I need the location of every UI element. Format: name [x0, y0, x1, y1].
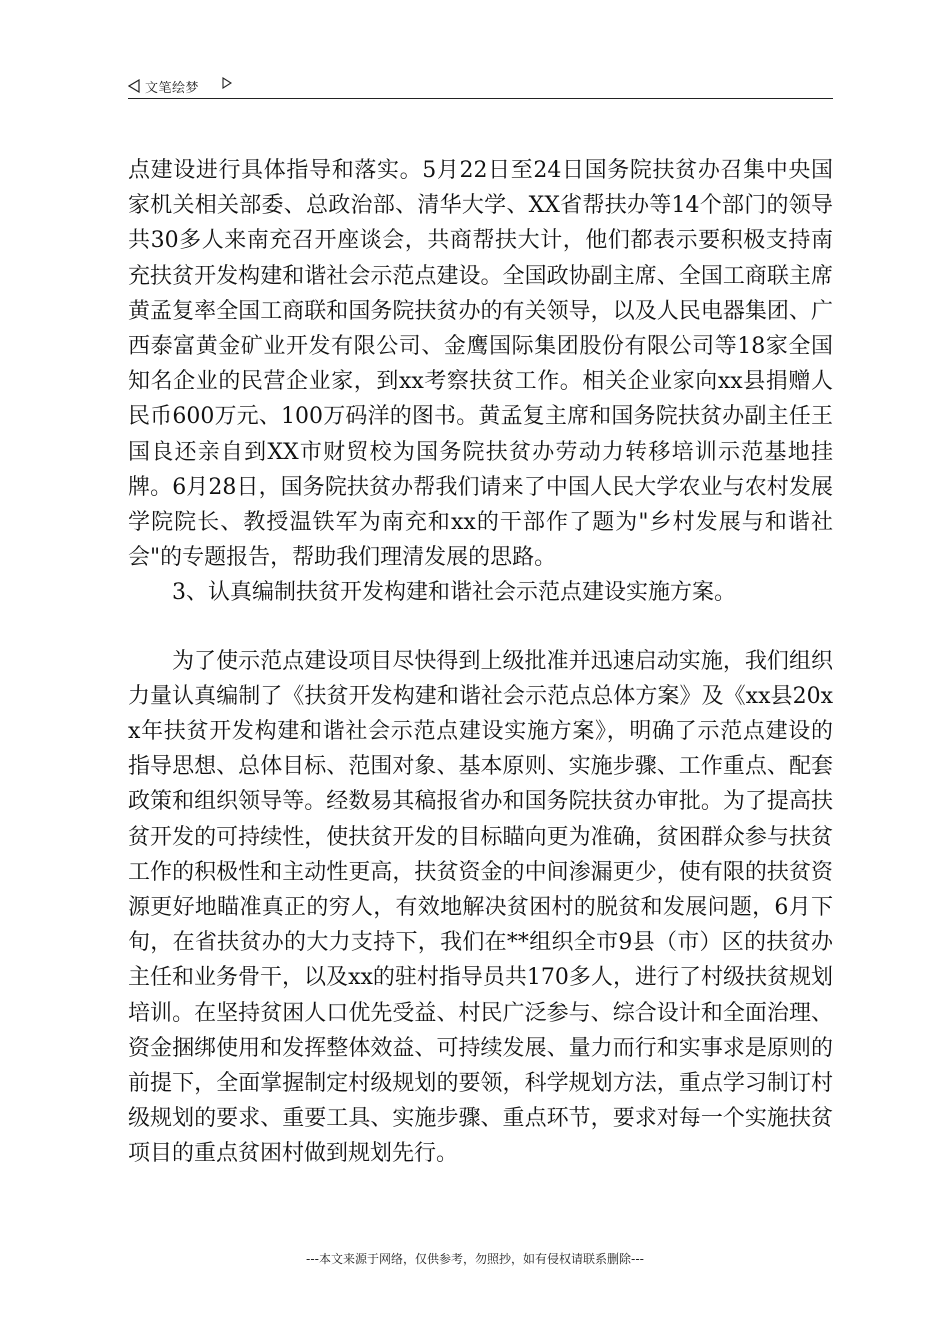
section-heading: 3、认真编制扶贫开发构建和谐社会示范点建设实施方案。 [172, 580, 736, 606]
triangle-left-outline-icon [128, 79, 140, 93]
footer-notice: ---本文来源于网络，仅供参考，勿照抄，如有侵权请联系删除--- [306, 1252, 644, 1266]
document-body [128, 153, 833, 1172]
body-paragraph-1: 点建设进行具体指导和落实。5月22日至24日国务院扶贫办召集中央国家机关相关部委、总政治部、清华大学、XX省帮扶办等14个部门的领导共30多人来南充召开座谈会，共商帮扶大计，他们都表示要积极支持南充扶贫开发构建和谐社会示范点建设。全国政协副主席、全国工商联主席黄孟复率全国工商联和国务院扶贫办的有关领导，以及人民电器集团、广西泰富黄金矿业开发有限公司、金鹰国际集团股份有限公司等18家全国知名企业的民营企业家，到xx考察扶贫工作。相关企业家向xx县捐赠人民币600万元、100万码洋的图书。黄孟复主席和国务院扶贫办副主任王国良还亲自到XX市财贸校为国务院扶贫办劳动力转移培训示范基地挂牌。6月28日，国务院扶贫办帮我们请来了中国人民大学农业与农村发展学院院长、教授温铁军为南充和xx的干部作了题为"乡村发展与和谐社会"的专题报告，帮助我们理清发展的思路。 [128, 158, 833, 571]
header-brand: 文笔绘梦 [145, 81, 200, 96]
page-header [128, 76, 833, 99]
body-paragraph-2: 为了使示范点建设项目尽快得到上级批准并迅速启动实施，我们组织力量认真编制了《扶贫开发构建和谐社会示范点总体方案》及《xx县20xx年扶贫开发构建和谐社会示范点建设实施方案》，明确了示范点建设的指导思想、总体目标、范围对象、基本原则、实施步骤、工作重点、配套政策和组织领导等。经数易其稿报省办和国务院扶贫办审批。为了提高扶贫开发的可持续性，使扶贫开发的目标瞄向更为准确，贫困群众参与扶贫工作的积极性和主动性更高，扶贫资金的中间渗漏更少，使有限的扶贫资源更好地瞄准真正的穷人，有效地解决贫困村的脱贫和发展问题，6月下旬，在省扶贫办的大力支持下，我们在**组织全市9县（市）区的扶贫办主任和业务骨干，以及xx的驻村指导员共170多人，进行了村级扶贫规划培训。在坚持贫困人口优先受益、村民广泛参与、综合设计和全面治理、资金捆绑使用和发挥整体效益、可持续发展、量力而行和实事求是原则的前提下，全面掌握制定村级规划的要领，科学规划方法，重点学习制订村级规划的要求、重要工具、实施步骤、重点环节，要求对每一个实施扶贫项目的重点贫困村做到规划先行。 [128, 648, 833, 1167]
paragraph-spacer [128, 611, 833, 644]
triangle-right-outline-icon [222, 77, 232, 89]
